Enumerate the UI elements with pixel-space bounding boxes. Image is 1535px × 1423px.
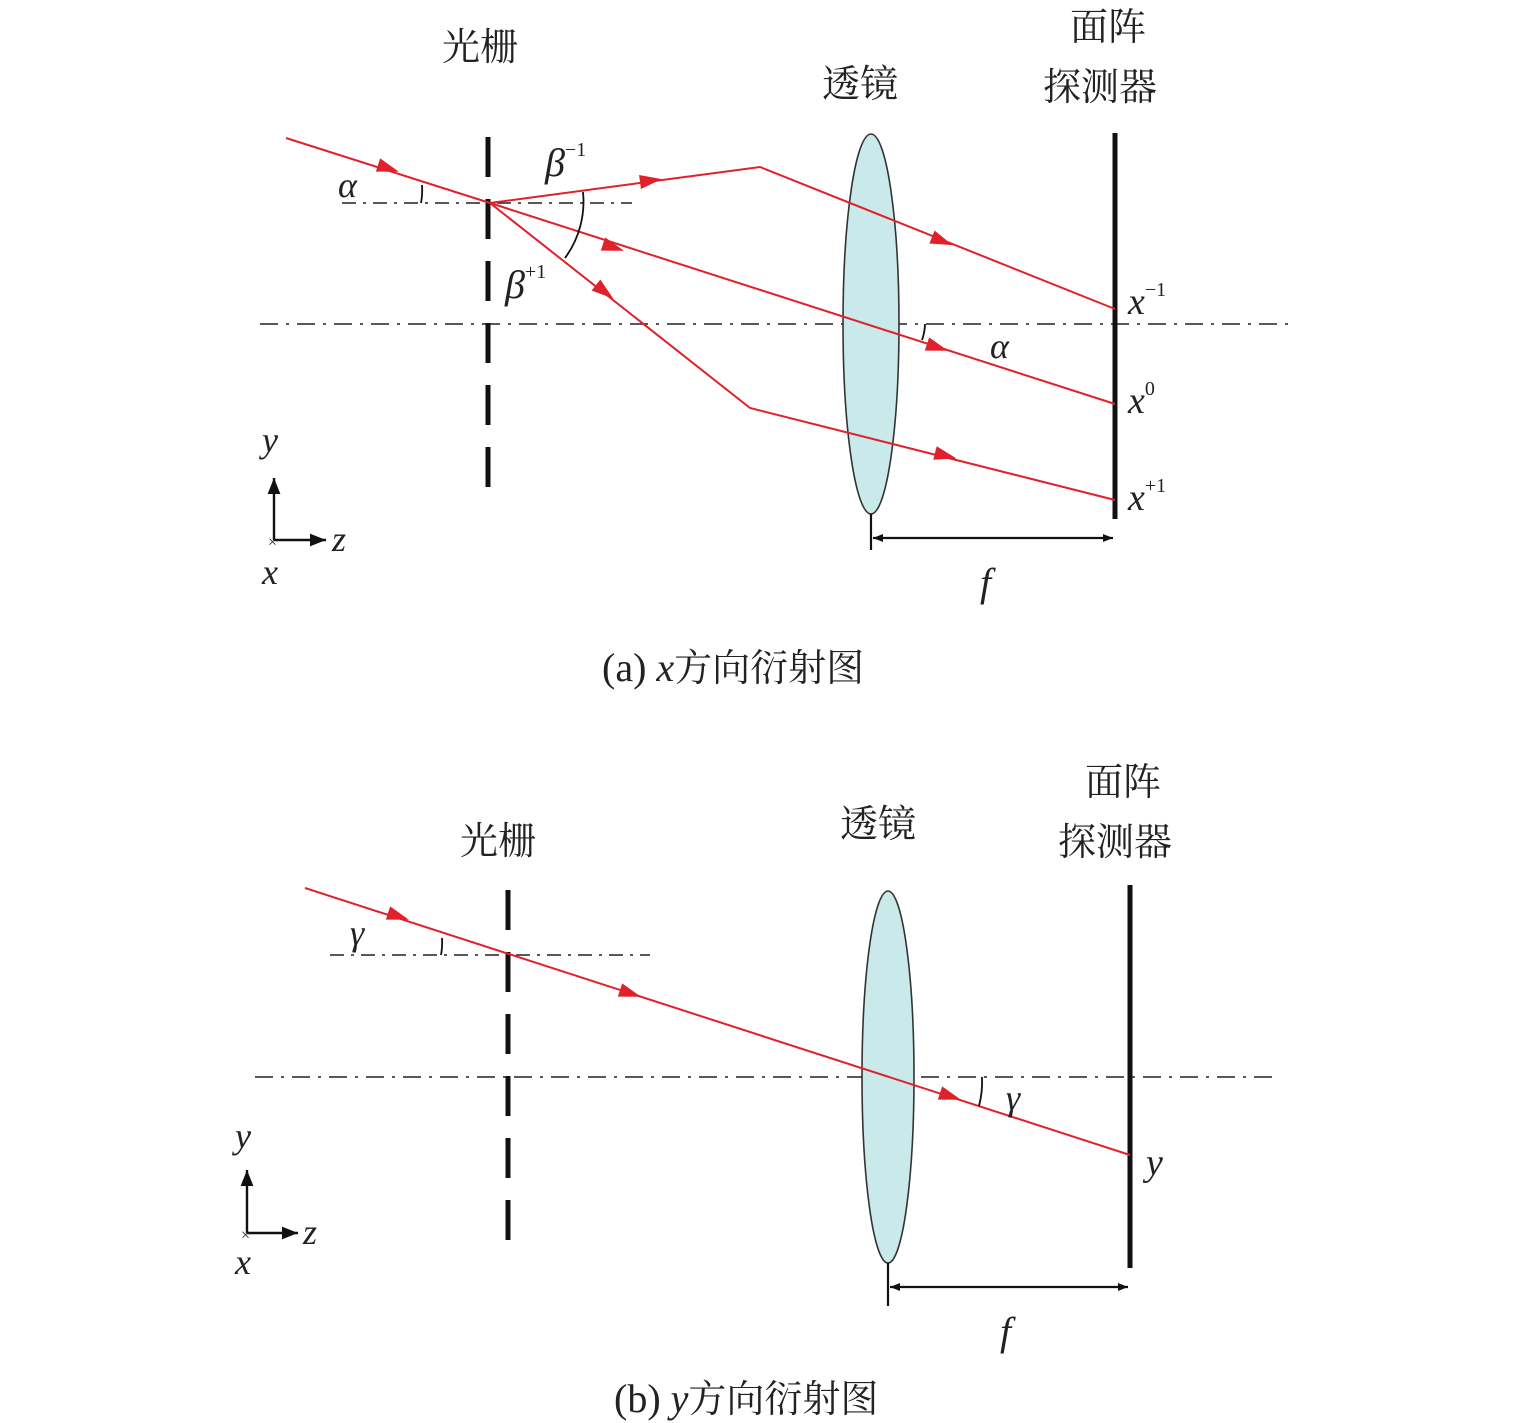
grating-label-a: 光栅 bbox=[442, 25, 519, 69]
arrowhead bbox=[933, 446, 958, 465]
lens-label-a: 透镜 bbox=[822, 62, 899, 106]
detector-label-a-2: 探测器 bbox=[1043, 65, 1158, 109]
detector-label-b-2: 探测器 bbox=[1058, 820, 1173, 864]
angle-arc-gamma-lens bbox=[979, 1077, 982, 1106]
caption-b: (b) y方向衍射图 bbox=[614, 1376, 879, 1421]
coord-x-label-b: x bbox=[235, 1242, 251, 1282]
lens-a bbox=[843, 134, 899, 514]
coord-x-label-a: x bbox=[262, 552, 278, 592]
ray-order-minus-1 bbox=[490, 167, 1115, 309]
arrowhead bbox=[925, 337, 950, 357]
detector-label-a-1: 面阵 bbox=[1070, 5, 1147, 49]
spot-label-minus-1: $x^{-1}$ bbox=[1128, 279, 1167, 323]
angle-label-gamma-lens: γ bbox=[1006, 1078, 1021, 1118]
angle-arc-beta bbox=[565, 192, 583, 258]
angle-arc-alpha-lens bbox=[922, 324, 925, 340]
order-label-minus-1: $\beta^{-1}$ bbox=[545, 139, 587, 185]
coord-x-mark-b: × bbox=[241, 1227, 251, 1244]
spot-label-0: $x^0$ bbox=[1128, 378, 1155, 422]
coord-z-label-a: z bbox=[332, 519, 347, 559]
angle-label-alpha-lens: α bbox=[990, 326, 1009, 366]
arrowhead bbox=[929, 231, 955, 252]
angle-label-alpha: α bbox=[338, 165, 357, 205]
ray-order-0 bbox=[490, 203, 1115, 404]
angle-arc-alpha bbox=[421, 185, 422, 203]
arrowhead bbox=[376, 158, 401, 178]
focal-length-label-b: f bbox=[1000, 1309, 1012, 1354]
arrowhead bbox=[618, 983, 643, 1003]
grating-label-b: 光栅 bbox=[460, 819, 537, 863]
spot-label-y: y bbox=[1146, 1142, 1163, 1184]
detector-label-b-1: 面阵 bbox=[1085, 760, 1162, 804]
coord-z-label-b: z bbox=[303, 1212, 318, 1252]
panel-b bbox=[232, 760, 1280, 1421]
coord-y-label-a: y bbox=[262, 420, 278, 460]
arrowhead bbox=[386, 906, 411, 926]
arrowhead bbox=[601, 237, 626, 257]
focal-length-label-a: f bbox=[980, 560, 992, 605]
caption-a: (a) x方向衍射图 bbox=[602, 645, 865, 690]
order-label-plus-1: $\beta^{+1}$ bbox=[505, 261, 547, 307]
lens-label-b: 透镜 bbox=[840, 802, 917, 846]
coord-y-label-b: y bbox=[235, 1116, 251, 1156]
coord-x-mark-a: × bbox=[268, 534, 278, 551]
arrowhead bbox=[938, 1086, 963, 1106]
ray-order-plus-1 bbox=[490, 203, 1115, 500]
angle-label-gamma: γ bbox=[350, 913, 365, 953]
panel-a bbox=[259, 5, 1295, 690]
angle-arc-gamma bbox=[441, 938, 442, 955]
spot-label-plus-1: $x^{+1}$ bbox=[1128, 475, 1167, 519]
